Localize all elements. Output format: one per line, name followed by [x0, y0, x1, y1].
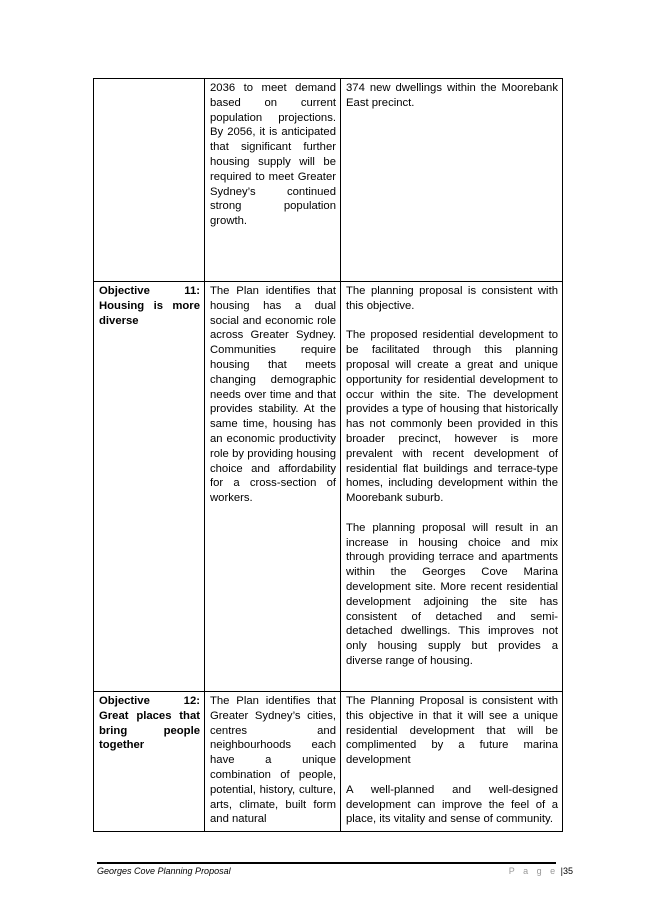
- planning-table: [93, 78, 563, 832]
- objective-cell: Objective 12: Great places that bring people together: [94, 692, 205, 832]
- response-paragraph: The planning proposal will result in an increase in housing choice and mix through providing terrace and apartments within the Georges Cove Marina development site. More recent residential development adjoining the site has consistent of detached and semi-detached dwellings. This improves not only housing supply but provides a diverse range of housing.: [346, 521, 558, 667]
- response-paragraph: 374 new dwellings within the Moorebank East precinct.: [346, 82, 558, 109]
- page-number: 35: [562, 866, 573, 876]
- response-cell: [341, 282, 563, 692]
- table-row: [94, 282, 563, 692]
- footer-title: Georges Cove Planning Proposal: [97, 866, 231, 876]
- page-footer: [97, 862, 573, 876]
- response-paragraph: A well-planned and well-designed development can improve the feel of a place, its vitality and sense of community.: [346, 783, 558, 826]
- response-paragraph: The planning proposal is consistent with this objective.: [346, 285, 558, 312]
- page-word: P a g e: [508, 866, 559, 876]
- plan-cell: The Plan identifies that housing has a dual social and economic role across Greater Sydney. Communities require housing that meets changing demographic needs over time and that provides stability. At the same time, housing has an economic productivity role by providing housing choice and affordability for a cross-section of workers.: [205, 282, 341, 692]
- response-paragraph: The Planning Proposal is consistent with this objective in that it will see a unique residential development that will be complimented by a future marina development: [346, 695, 558, 767]
- page-separator: |: [560, 866, 563, 876]
- response-paragraph: The proposed residential development to be facilitated through this planning proposal will create a great and unique opportunity for residential development to occur within the site. The development provides a type of housing that historically has not commonly been provided in this broader precinct, however is more prevalent with recent development of residential flat buildings and terrace-type homes, including development within the Moorebank suburb.: [346, 329, 558, 505]
- plan-cell: 2036 to meet demand based on current population projections. By 2056, it is anticipated that significant further housing supply will be required to meet Greater Sydney’s continued strong population growth.: [205, 79, 341, 282]
- plan-cell: The Plan identifies that Greater Sydney’s cities, centres and neighbourhoods each have a unique combination of people, potential, history, culture, arts, climate, built form and natural: [205, 692, 341, 832]
- objective-cell: [94, 79, 205, 282]
- table-row: [94, 79, 563, 282]
- response-cell: [341, 692, 563, 832]
- table-row: [94, 692, 563, 832]
- objective-cell: Objective 11: Housing is more diverse: [94, 282, 205, 692]
- response-cell: [341, 79, 563, 282]
- page-indicator: [509, 866, 573, 876]
